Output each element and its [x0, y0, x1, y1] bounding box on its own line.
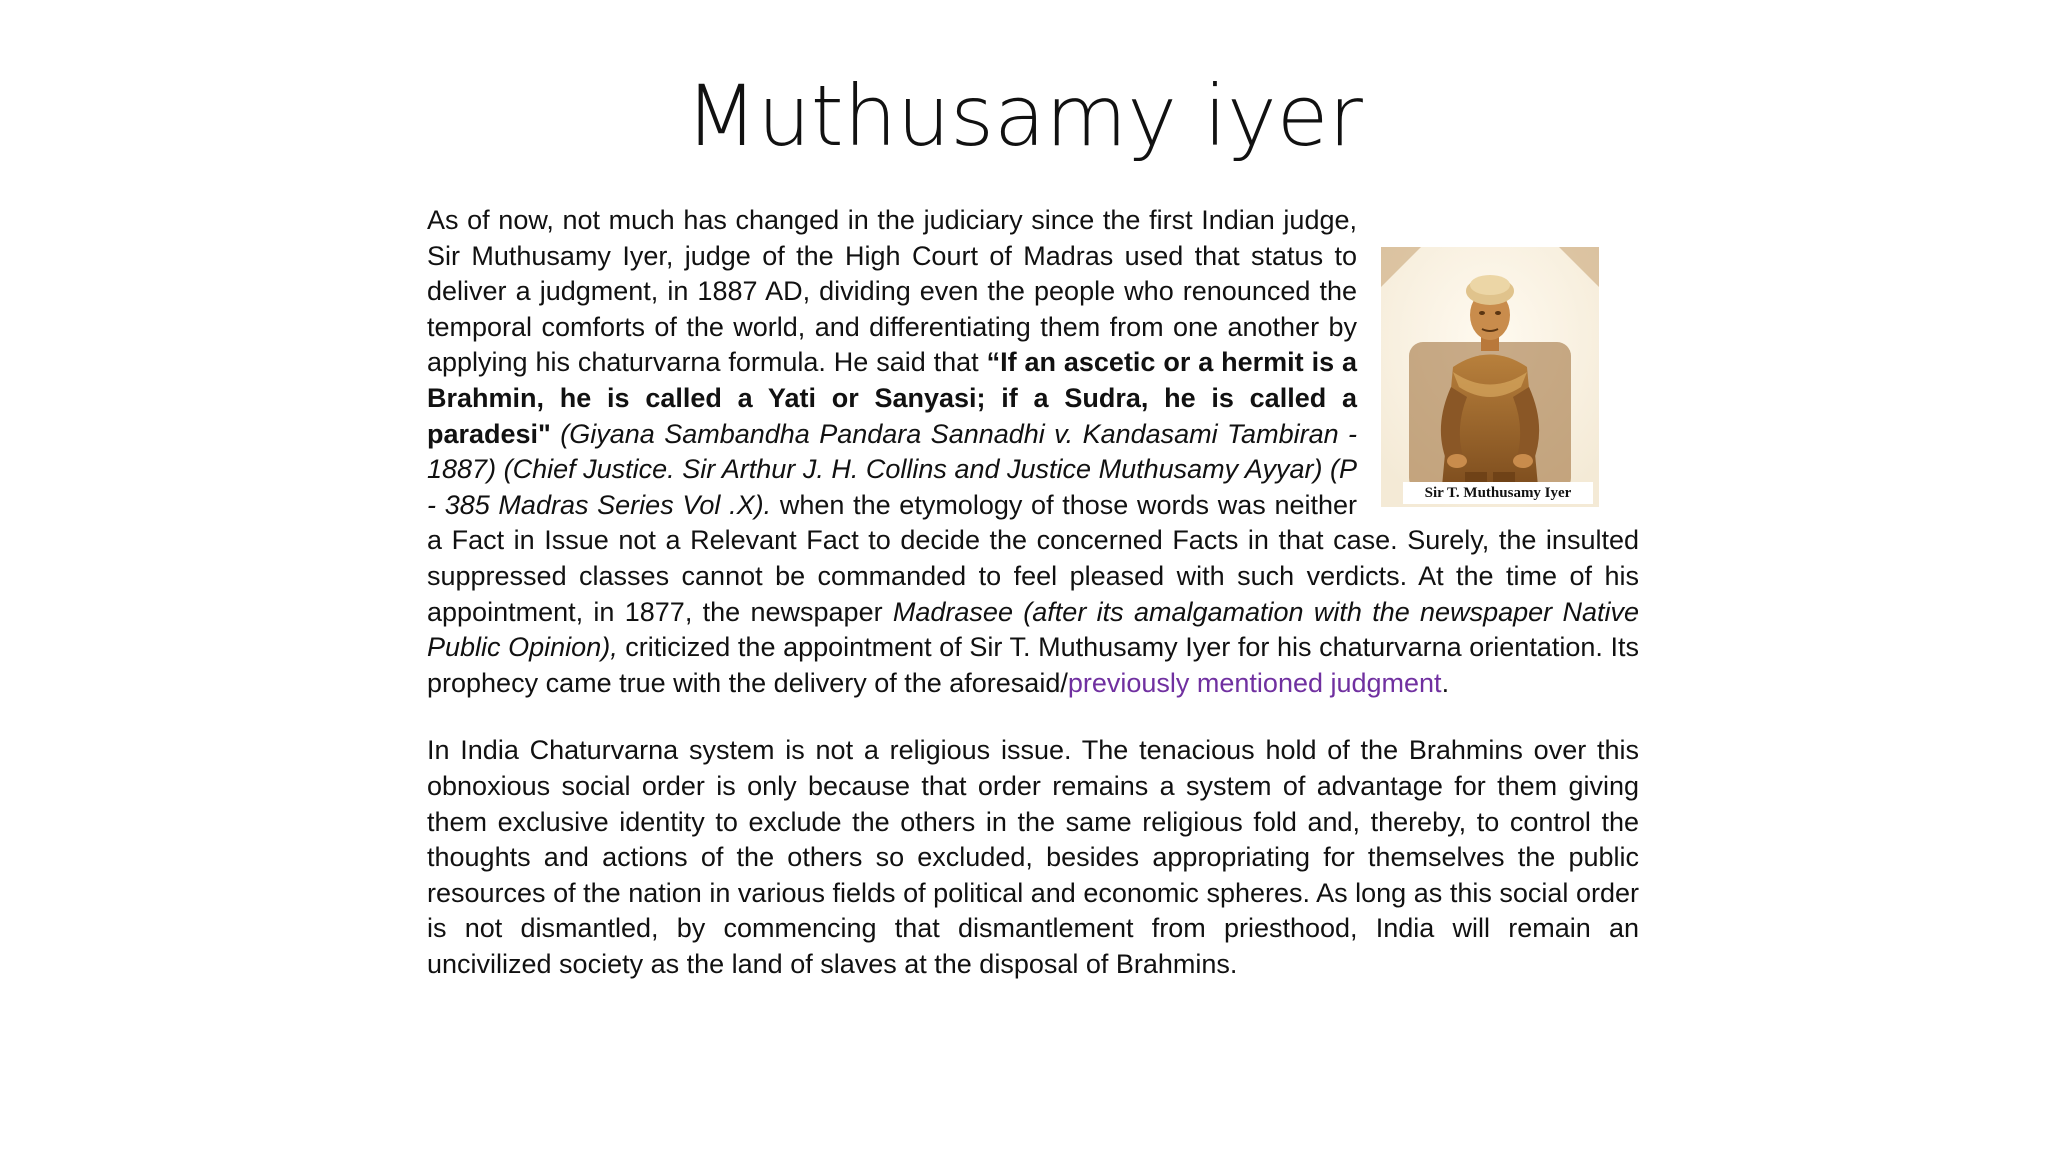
- paragraph1-middle: when the etymology of those words was neither a Fact in Issue not a Relevant Fact to decide the concerned Facts in that case. Surely, the insulted suppressed classes cannot be commanded to feel pleased with such verdicts. At the time of his appointment, in 1877, the newspaper: [427, 489, 1639, 627]
- portrait-caption: Sir T. Muthusamy Iyer: [1403, 482, 1593, 504]
- paragraph1-after-newspaper: criticized the appointment of Sir T. Muthusamy Iyer for his chaturvarna orientation. Its prophecy came true with the delivery of the aforesaid/: [427, 632, 1639, 698]
- paragraph-judgment: [427, 203, 1639, 701]
- slide-title: Muthusamy iyer: [685, 67, 1363, 165]
- paragraph-chaturvarna: In India Chaturvarna system is not a religious issue. The tenacious hold of the Brahmins over this obnoxious social order is only because that order remains a system of advantage for them giving them exclusive identity to exclude the others in the same religious fold and, thereby, to control the thoughts and actions of the others so excluded, besides appropriating for themselves the public resources of the nation in various fields of political and economic spheres. As long as this social order is not dismantled, by commencing that dismantlement from priesthood, India will remain an uncivilized society as the land of slaves at the disposal of Brahmins.: [427, 735, 1639, 979]
- case-citation: (Giyana Sambandha Pandara Sannadhi v. Kandasami Tambiran - 1887) (Chief Justice. Sir Arthur J. H. Collins and Justice Muthusamy Ayyar) (P - 385 Madras Series Vol .X).: [427, 418, 1357, 520]
- quote-text: “If an ascetic or a hermit is a Brahmin, he is called a Yati or Sanyasi; if a Sudra, he is called a paradesi": [427, 347, 1358, 449]
- paragraph1-end: .: [1441, 667, 1450, 698]
- portrait-image: [1381, 247, 1599, 507]
- paragraph1-lead: As of now, not much has changed in the judiciary since the first Indian judge, Sir Muthusamy Iyer, judge of the High Court of Madras used that status to deliver a judgment, in 1887 AD, dividing even the people who renounced the temporal comforts of the world, and differentiating them from one another by applying his chaturvarna formula. He said that: [427, 205, 1357, 378]
- slide-body: [427, 203, 1639, 982]
- previously-mentioned-link[interactable]: previously mentioned judgment: [1067, 667, 1442, 698]
- newspaper-name: Madrasee (after its amalgamation with the newspaper Native Public Opinion),: [427, 596, 1639, 663]
- portrait-photo-icon: [1381, 247, 1599, 507]
